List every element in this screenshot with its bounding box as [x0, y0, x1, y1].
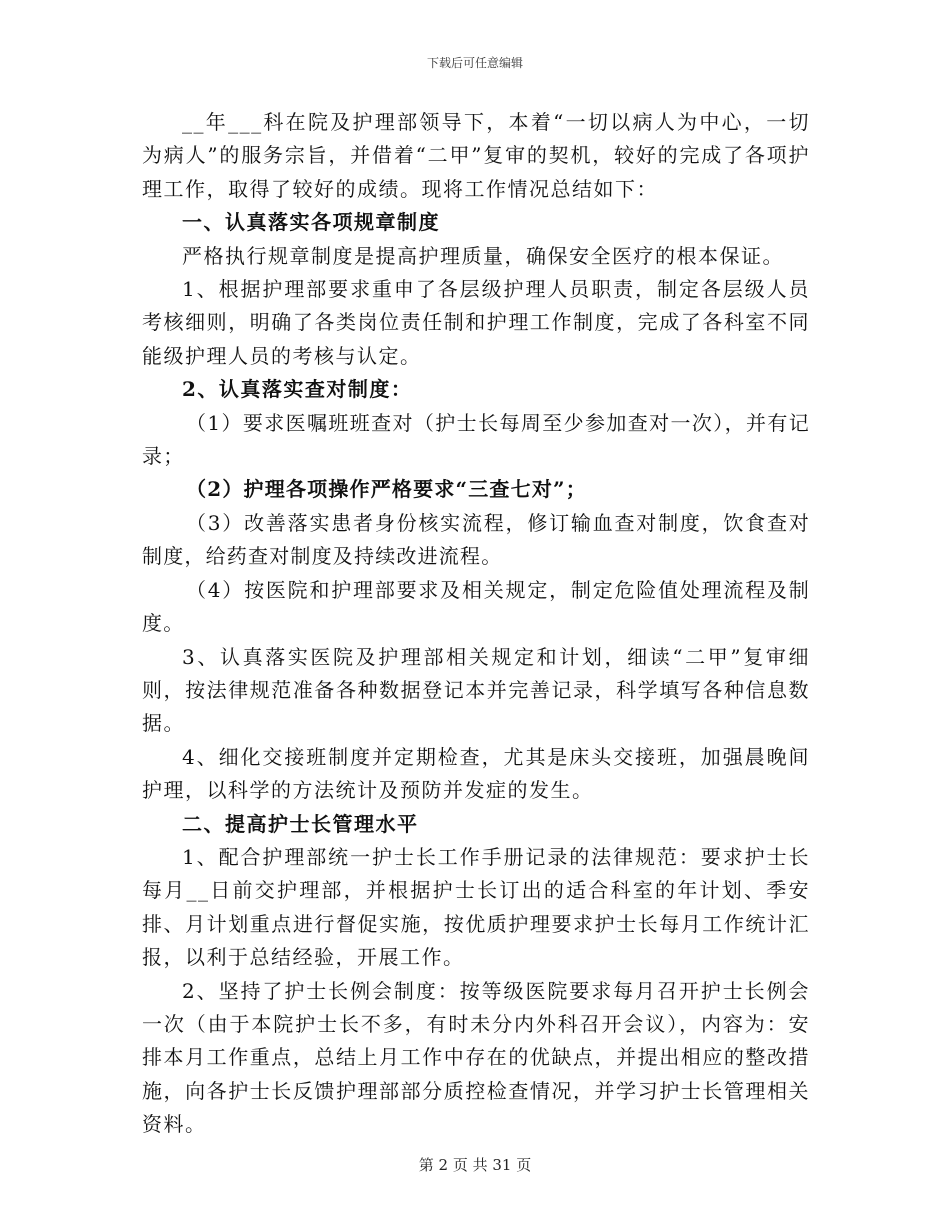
- sub-item-1: （1）要求医嘱班班查对（护士长每周至少参加查对一次），并有记录；: [142, 410, 810, 469]
- intro-paragraph: __年___科在院及护理部领导下，本着“一切以病人为中心，一切为病人”的服务宗旨，并借着“二甲”复审的契机，较好的完成了各项护理工作，取得了较好的成绩。现将工作情况总结如下：: [142, 110, 810, 201]
- item-3-paragraph: 3、认真落实医院及护理部相关规定和计划，细读“二甲”复审细则，按法律规范准备各种数据登记本并完善记录，科学填写各种信息数据。: [142, 644, 810, 736]
- item-1-paragraph: 1、根据护理部要求重申了各层级护理人员职责，制定各层级人员考核细则，明确了各类岗位责任制和护理工作制度，完成了各科室不同能级护理人员的考核与认定。: [142, 277, 810, 368]
- section-1-lead: 严格执行规章制度是提高护理质量，确保安全医疗的根本保证。: [182, 243, 784, 268]
- page-number: 第 2 页 共 31 页: [418, 1156, 532, 1174]
- section-2-item-1: 1、配合护理部统一护士长工作手册记录的法律规范：要求护士长每月__日前交护理部，并根据护士长订出的适合科室的年计划、季安排、月计划重点进行督促实施，按优质护理要求护士长每月工作统计汇报，以利于总结经验，开展工作。: [142, 844, 810, 970]
- section-2-item-2: 2、坚持了护士长例会制度：按等级医院要求每月召开护士长例会一次（由于本院护士长不多，有时未分内外科召开会议），内容为：安排本月工作重点，总结上月工作中存在的优缺点，并提出相应的整改措施，向各护士长反馈护理部部分质控检查情况，并学习护士长管理相关资料。: [142, 978, 810, 1137]
- section-2-heading: 二、提高护士长管理水平: [182, 811, 419, 836]
- item-2-heading: 2、认真落实查对制度：: [182, 377, 413, 402]
- section-1-heading: 一、认真落实各项规章制度: [182, 210, 440, 235]
- item-4-paragraph: 4、细化交接班制度并定期检查，尤其是床头交接班，加强晨晚间护理，以科学的方法统计及预防并发症的发生。: [142, 744, 810, 803]
- sub-item-4: （4）按医院和护理部要求及相关规定，制定危险值处理流程及制度。: [142, 577, 810, 636]
- sub-item-2: （2）护理各项操作严格要求“三查七对”；: [186, 477, 587, 502]
- header-note: 下载后可任意编辑: [426, 56, 523, 70]
- document-body: [142, 106, 810, 1142]
- sub-item-3: （3）改善落实患者身份核实流程，修订输血查对制度，饮食查对制度，给药查对制度及持续改进流程。: [142, 510, 810, 569]
